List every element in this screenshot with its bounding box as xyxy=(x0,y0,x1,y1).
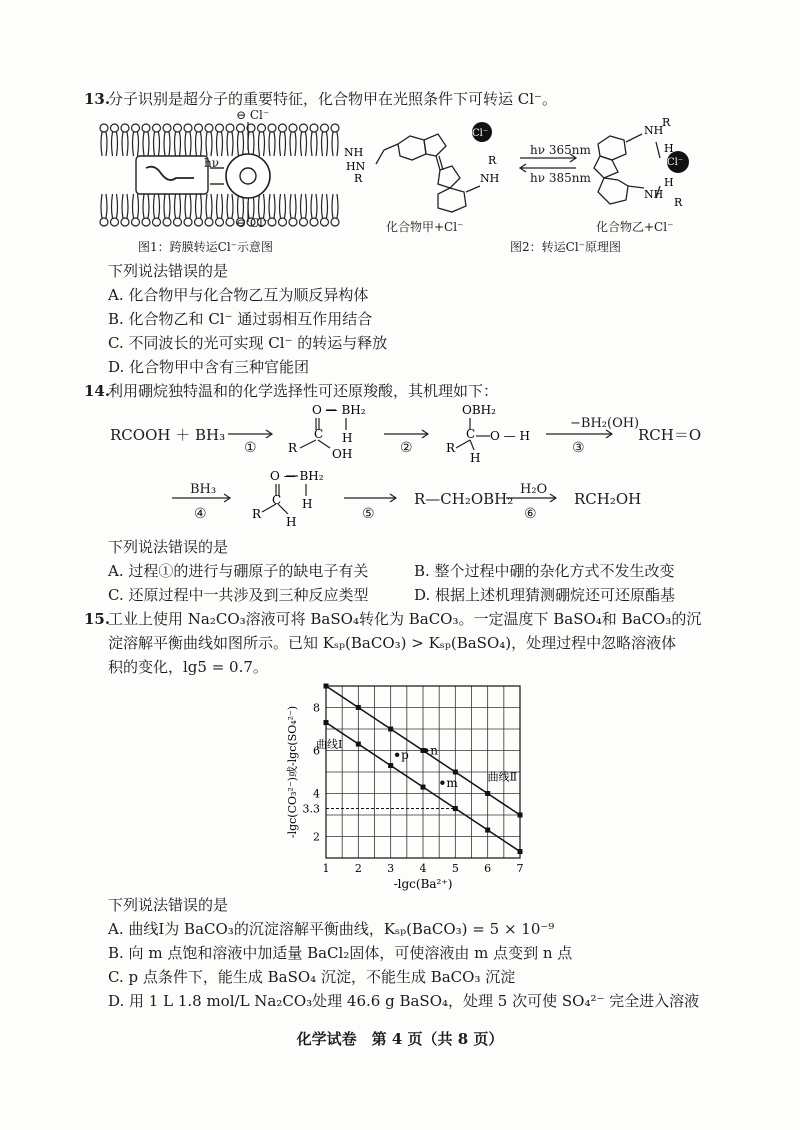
lipid-head xyxy=(163,218,171,226)
fig2-right-label: 化合物乙+Cl⁻ xyxy=(596,220,674,234)
data-point xyxy=(453,770,458,775)
q15-stem-2: 淀溶解平衡曲线如图所示。已知 Kₛₚ(BaCO₃) > Kₛₚ(BaSO₄)，处理过程中忽略溶液体 xyxy=(108,634,677,652)
fig2-cl-right: Cl⁻ xyxy=(667,157,684,168)
fig2-hv385: hν 385nm xyxy=(530,171,591,185)
lipid-head xyxy=(121,124,129,132)
lipid-head xyxy=(258,124,266,132)
q14-number: 14. xyxy=(84,382,111,400)
q14-stem: 利用硼烷独特温和的化学选择性可还原羧酸，其机理如下： xyxy=(108,382,499,400)
y-tick-label: 8 xyxy=(313,701,320,715)
q15-stem-1: 工业上使用 Na₂CO₃溶液可将 BaSO₄转化为 BaCO₃。一定温度下 BaSO₄和 BaCO₃的沉 xyxy=(108,610,702,628)
q15-option-b: B. 向 m 点饱和溶液中加适量 BaCl₂固体，可使溶液由 m 点变到 n 点 xyxy=(108,944,573,962)
q13-option-c: C. 不同波长的光可实现 Cl⁻ 的转运与释放 xyxy=(108,334,388,352)
lipid-tail xyxy=(227,132,233,156)
lipid-tail xyxy=(280,194,286,218)
fig2-left-label: 化合物甲+Cl⁻ xyxy=(386,220,464,234)
lipid-tail xyxy=(269,194,275,218)
lipid-head xyxy=(279,218,287,226)
q14-step2: ② xyxy=(400,440,413,456)
svg-text:R: R xyxy=(446,441,456,455)
curve-label-2: 曲线Ⅱ xyxy=(487,770,518,784)
q13-stem: 分子识别是超分子的重要特征，化合物甲在光照条件下可转运 Cl⁻。 xyxy=(108,90,557,108)
data-point xyxy=(388,727,393,732)
svg-text:NH: NH xyxy=(344,146,364,159)
q13-option-b: B. 化合物乙和 Cl⁻ 通过弱相互作用结合 xyxy=(108,310,373,328)
lipid-tail xyxy=(112,132,118,156)
data-point xyxy=(485,791,490,796)
q15-number: 15. xyxy=(84,610,111,628)
q14-step4: ④ xyxy=(194,506,207,522)
lipid-head xyxy=(321,218,329,226)
lipid-head xyxy=(321,124,329,132)
lipid-head xyxy=(310,218,318,226)
lipid-head xyxy=(111,124,119,132)
svg-text:H: H xyxy=(470,451,481,465)
lipid-tail xyxy=(206,132,212,156)
q14-mechanism-graphics xyxy=(0,400,800,530)
lipid-head xyxy=(268,124,276,132)
svg-text:C: C xyxy=(272,493,282,507)
q14-step6: ⑥ xyxy=(524,506,537,522)
lipid-tail xyxy=(217,132,223,156)
svg-text:NH: NH xyxy=(644,188,664,201)
lipid-head xyxy=(331,218,339,226)
svg-text:R: R xyxy=(662,116,671,129)
q14-reagent4: BH₃ xyxy=(190,482,217,497)
y-tick-label: 2 xyxy=(313,830,320,844)
lipid-tail xyxy=(301,194,307,218)
svg-text:NH: NH xyxy=(480,172,500,185)
lipid-tail xyxy=(217,194,223,218)
q14-product6: RCH₂OH xyxy=(574,490,642,508)
lipid-tail xyxy=(185,132,191,156)
chart-x-axis-label: -lgc(Ba²⁺) xyxy=(393,877,453,891)
point-label-p: p xyxy=(401,747,409,762)
lipid-tail xyxy=(122,194,128,218)
data-point xyxy=(388,763,393,768)
svg-text:R: R xyxy=(252,507,262,521)
q14-step1: ① xyxy=(244,440,257,456)
y-tick-label: 4 xyxy=(313,787,320,801)
fig1-caption: 图1：跨膜转运Cl⁻示意图 xyxy=(138,240,273,254)
figure-transport-mechanism xyxy=(340,106,720,224)
lipid-tail xyxy=(112,194,118,218)
q14-step3: ③ xyxy=(572,440,585,456)
svg-text:R: R xyxy=(354,172,363,185)
lipid-tail xyxy=(143,194,149,218)
lipid-head xyxy=(195,218,203,226)
lipid-head xyxy=(205,218,213,226)
point-label-n: n xyxy=(430,743,438,758)
lipid-head xyxy=(205,124,213,132)
svg-text:H: H xyxy=(286,515,297,529)
lipid-tail xyxy=(259,194,265,218)
lipid-head xyxy=(142,218,150,226)
x-tick-label: 2 xyxy=(354,862,362,875)
lipid-tail xyxy=(269,132,275,156)
q14-prompt: 下列说法错误的是 xyxy=(108,538,229,556)
lipid-tail xyxy=(164,132,170,156)
lipid-head xyxy=(226,218,234,226)
lipid-head xyxy=(100,218,108,226)
lipid-head xyxy=(216,124,224,132)
q14-option-d: D. 根据上述机理猜测硼烷还可还原酯基 xyxy=(414,586,676,604)
point-label-m: m xyxy=(446,775,458,790)
point-p xyxy=(395,753,399,757)
figure-membrane-transport xyxy=(98,110,348,235)
x-tick-label: 6 xyxy=(484,862,492,875)
data-point xyxy=(453,806,458,811)
fig2-cl-left: Cl⁻ xyxy=(472,128,489,139)
lipid-tail xyxy=(290,132,296,156)
svg-text:R: R xyxy=(488,154,497,167)
svg-text:OH: OH xyxy=(332,447,353,461)
data-point xyxy=(518,849,523,854)
lipid-tail xyxy=(175,132,181,156)
q15-option-d: D. 用 1 L 1.8 mol/L Na₂CO₃处理 46.6 g BaSO₄，处理 5 次可使 SO₄²⁻ 完全进入溶液 xyxy=(108,992,700,1010)
curve-label-1: 曲线Ⅰ xyxy=(316,738,343,752)
q15-option-c: C. p 点条件下，能生成 BaSO₄ 沉淀，不能生成 BaCO₃ 沉淀 xyxy=(108,968,516,986)
q13-option-a: A. 化合物甲与化合物乙互为顺反异构体 xyxy=(108,286,369,304)
svg-text:H: H xyxy=(664,142,674,155)
x-tick-label: 3 xyxy=(387,862,395,875)
lipid-head xyxy=(279,124,287,132)
lipid-tail xyxy=(154,132,160,156)
fig1-bottom-ion: ⊖ Cl⁻ xyxy=(236,216,270,230)
lipid-tail xyxy=(248,132,254,156)
lipid-head xyxy=(331,124,339,132)
q15-prompt: 下列说法错误的是 xyxy=(108,896,229,914)
fig2-hv365: hν 365nm xyxy=(530,143,591,157)
svg-text:H: H xyxy=(342,431,353,445)
lipid-tail xyxy=(332,194,338,218)
svg-text:O — H: O — H xyxy=(490,429,530,443)
lipid-tail xyxy=(322,132,328,156)
lipid-head xyxy=(237,124,245,132)
svg-text:C: C xyxy=(466,427,476,441)
lipid-tail xyxy=(311,194,317,218)
svg-text:H: H xyxy=(302,497,313,511)
q13-number: 13. xyxy=(84,90,111,108)
q14-option-a: A. 过程①的进行与硼原子的缺电子有关 xyxy=(108,562,369,580)
svg-text:C: C xyxy=(314,427,324,441)
page-footer: 化学试卷 第 4 页（共 8 页） xyxy=(296,1030,504,1048)
chart-y-axis-label: -lgc(CO₃²⁻)或-lgc(SO₄²⁻) xyxy=(286,705,299,839)
lipid-head xyxy=(111,218,119,226)
lipid-tail xyxy=(185,194,191,218)
lipid-head xyxy=(132,218,140,226)
lipid-head xyxy=(310,124,318,132)
lipid-tail xyxy=(290,194,296,218)
lipid-tail xyxy=(238,132,244,156)
lipid-tail xyxy=(164,194,170,218)
lipid-tail xyxy=(206,194,212,218)
lipid-head xyxy=(153,218,161,226)
q14-option-c: C. 还原过程中一共涉及到三种反应类型 xyxy=(108,586,369,604)
fig1-hv: hν xyxy=(204,156,220,170)
q15-stem-3: 积的变化，lg5 = 0.7。 xyxy=(108,658,268,676)
x-tick-label: 4 xyxy=(419,862,427,875)
svg-text:R: R xyxy=(288,441,298,455)
lipid-tail xyxy=(311,132,317,156)
lipid-tail xyxy=(175,194,181,218)
data-point xyxy=(356,705,361,710)
lipid-tail xyxy=(196,194,202,218)
q14-reagent3: −BH₂(OH) xyxy=(570,416,640,431)
q14-reagent6: H₂O xyxy=(520,482,548,497)
q15-option-a: A. 曲线Ⅰ为 BaCO₃的沉淀溶解平衡曲线，Kₛₚ(BaCO₃) = 5 × 10⁻⁹ xyxy=(108,920,555,938)
lipid-tail xyxy=(101,194,107,218)
lipid-tail xyxy=(301,132,307,156)
data-point xyxy=(324,720,329,725)
data-point xyxy=(485,828,490,833)
lipid-head xyxy=(289,124,297,132)
lipid-tail xyxy=(133,194,139,218)
lipid-head xyxy=(289,218,297,226)
lipid-tail xyxy=(143,132,149,156)
lipid-head xyxy=(195,124,203,132)
q14-option-b: B. 整个过程中硼的杂化方式不发生改变 xyxy=(414,562,675,580)
lipid-head xyxy=(142,124,150,132)
lipid-tail xyxy=(196,132,202,156)
q13-option-d: D. 化合物甲中含有三种官能团 xyxy=(108,358,310,376)
svg-text:O — BH₂: O — BH₂ xyxy=(270,469,324,483)
lipid-head xyxy=(226,124,234,132)
data-point xyxy=(518,813,523,818)
y-tick-label-extra: 3.3 xyxy=(302,802,320,816)
svg-text:O — BH₂: O — BH₂ xyxy=(312,403,366,417)
lipid-head xyxy=(184,218,192,226)
lipid-tail xyxy=(227,194,233,218)
lipid-tail xyxy=(122,132,128,156)
q14-product3: RCH＝O xyxy=(638,426,702,444)
lipid-head xyxy=(153,124,161,132)
x-tick-label: 1 xyxy=(322,862,330,875)
data-point xyxy=(324,684,329,689)
q14-inter5: R—CH₂OBH₂ xyxy=(414,490,514,508)
lipid-head xyxy=(100,124,108,132)
x-tick-label: 5 xyxy=(451,862,459,875)
lipid-head xyxy=(300,124,308,132)
svg-text:OBH₂: OBH₂ xyxy=(462,403,496,417)
lipid-head xyxy=(174,124,182,132)
lipid-head xyxy=(163,124,171,132)
svg-text:R: R xyxy=(674,196,683,209)
q14-step5: ⑤ xyxy=(362,506,375,522)
fig1-top-ion: ⊖ Cl⁻ xyxy=(236,108,270,122)
lipid-tail xyxy=(322,194,328,218)
svg-text:NH: NH xyxy=(644,124,664,137)
y-tick-label: 6 xyxy=(313,744,320,758)
solubility-chart xyxy=(270,672,540,894)
lipid-head xyxy=(184,124,192,132)
svg-text:H: H xyxy=(664,176,674,189)
q14-rcooh: RCOOH ＋ BH₃ xyxy=(110,426,226,444)
lipid-tail xyxy=(280,132,286,156)
lipid-tail xyxy=(154,194,160,218)
q13-prompt: 下列说法错误的是 xyxy=(108,262,229,280)
fig2-caption: 图2：转运Cl⁻原理图 xyxy=(510,240,621,254)
svg-text:HN: HN xyxy=(346,160,366,173)
lipid-head xyxy=(300,218,308,226)
point-m xyxy=(440,781,444,785)
lipid-tail xyxy=(133,132,139,156)
data-point xyxy=(356,742,361,747)
lipid-head xyxy=(121,218,129,226)
lipid-tail xyxy=(101,132,107,156)
lipid-head xyxy=(216,218,224,226)
point-n xyxy=(424,748,428,752)
lipid-head xyxy=(132,124,140,132)
x-tick-label: 7 xyxy=(516,862,524,875)
lipid-tail xyxy=(332,132,338,156)
lipid-tail xyxy=(259,132,265,156)
lipid-head xyxy=(174,218,182,226)
data-point xyxy=(421,785,426,790)
